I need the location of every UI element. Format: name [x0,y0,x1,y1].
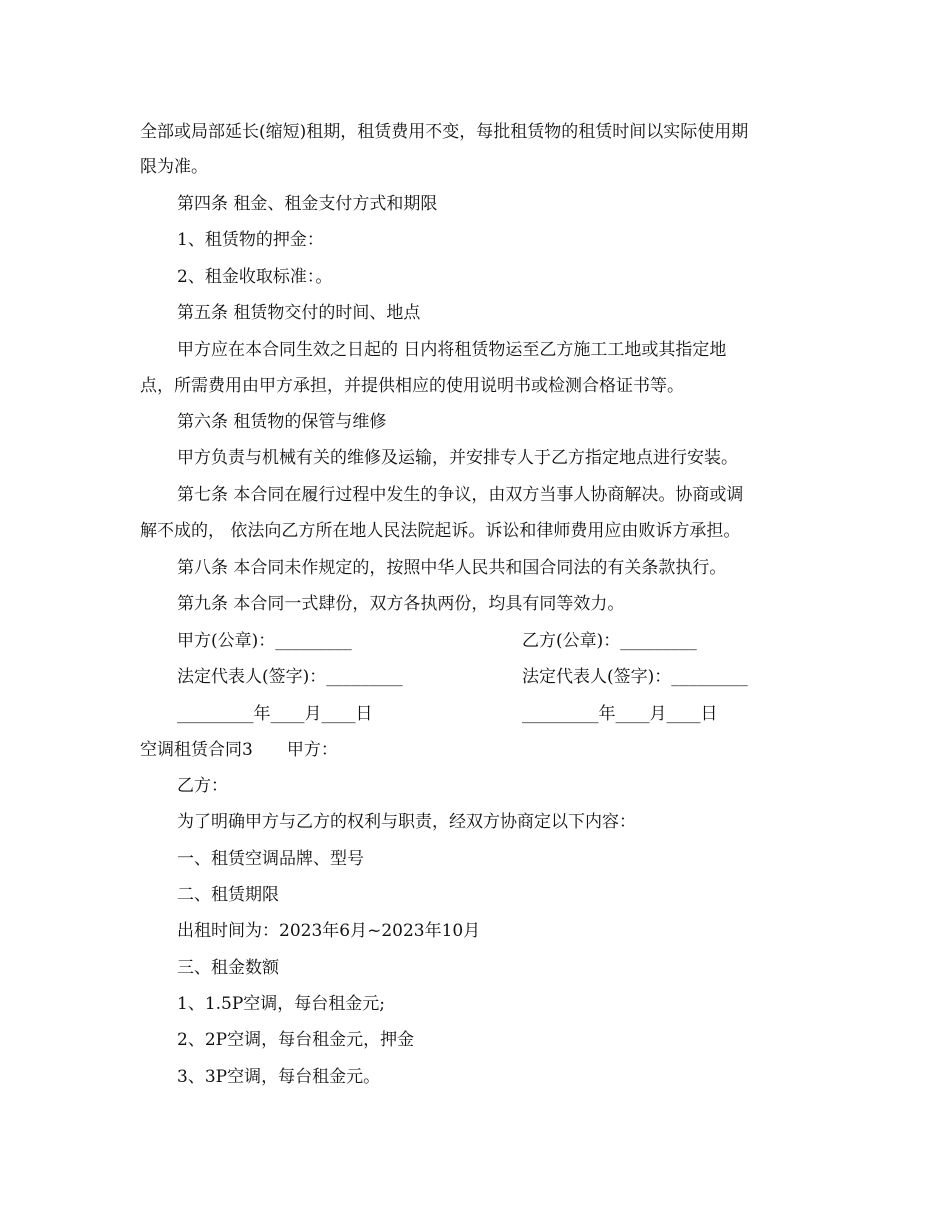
paragraph-line: 点，所需费用由甲方承担，并提供相应的使用说明书或检测合格证书等。 [140,376,684,396]
article-5-heading: 第五条 租赁物交付的时间、地点 [177,303,421,323]
party-b-date: _________年____月____日 [522,704,718,724]
rent-item-3: 3、3P空调，每台租金元。 [177,1067,381,1087]
intro-paragraph: 为了明确甲方与乙方的权利与职责，经双方协商定以下内容： [177,812,636,832]
article-4-heading: 第四条 租金、租金支付方式和期限 [177,194,438,214]
party-a-seal: 甲方(公章)：_________ [177,631,352,651]
article-7-line: 第七条 本合同在履行过程中发生的争议，由双方当事人协商解决。协商或调 [177,485,744,505]
rental-period: 出租时间为：2023年6月~2023年10月 [177,921,481,941]
paragraph-line: 限为准。 [140,157,208,177]
paragraph-line: 甲方负责与机械有关的维修及运输，并安排专人于乙方指定地点进行安装。 [177,448,738,468]
paragraph-line: 甲方应在本合同生效之日起的 日内将租赁物运至乙方施工工地或其指定地 [177,340,727,360]
section-2-heading: 二、租赁期限 [177,885,279,905]
paragraph-line: 全部或局部延长(缩短)租期，租赁费用不变，每批租赁物的租赁时间以实际使用期 [140,122,749,142]
party-a-date: _________年____月____日 [177,704,373,724]
article-8-line: 第八条 本合同未作规定的，按照中华人民共和国合同法的有关条款执行。 [177,558,727,578]
rent-item-1: 1、1.5P空调，每台租金元; [177,994,386,1014]
section-1-heading: 一、租赁空调品牌、型号 [177,849,364,869]
party-b-seal: 乙方(公章)：_________ [522,631,697,651]
party-b-label: 乙方： [177,776,228,796]
contract-3-title: 空调租赁合同3 甲方： [140,740,338,760]
rent-standard-item: 2、租金收取标准：。 [177,267,333,287]
paragraph-line: 解不成的， 依法向乙方所在地人民法院起诉。诉讼和律师费用应由败诉方承担。 [140,521,741,541]
article-9-line: 第九条 本合同一式肆份，双方各执两份，均具有同等效力。 [177,594,625,614]
deposit-item: 1、租赁物的押金： [177,230,324,250]
party-b-representative: 法定代表人(签字)：_________ [522,667,748,687]
rent-item-2: 2、2P空调，每台租金元，押金 [177,1030,415,1050]
article-6-heading: 第六条 租赁物的保管与维修 [177,412,387,432]
party-a-representative: 法定代表人(签字)：_________ [177,667,403,687]
section-3-heading: 三、租金数额 [177,958,279,978]
